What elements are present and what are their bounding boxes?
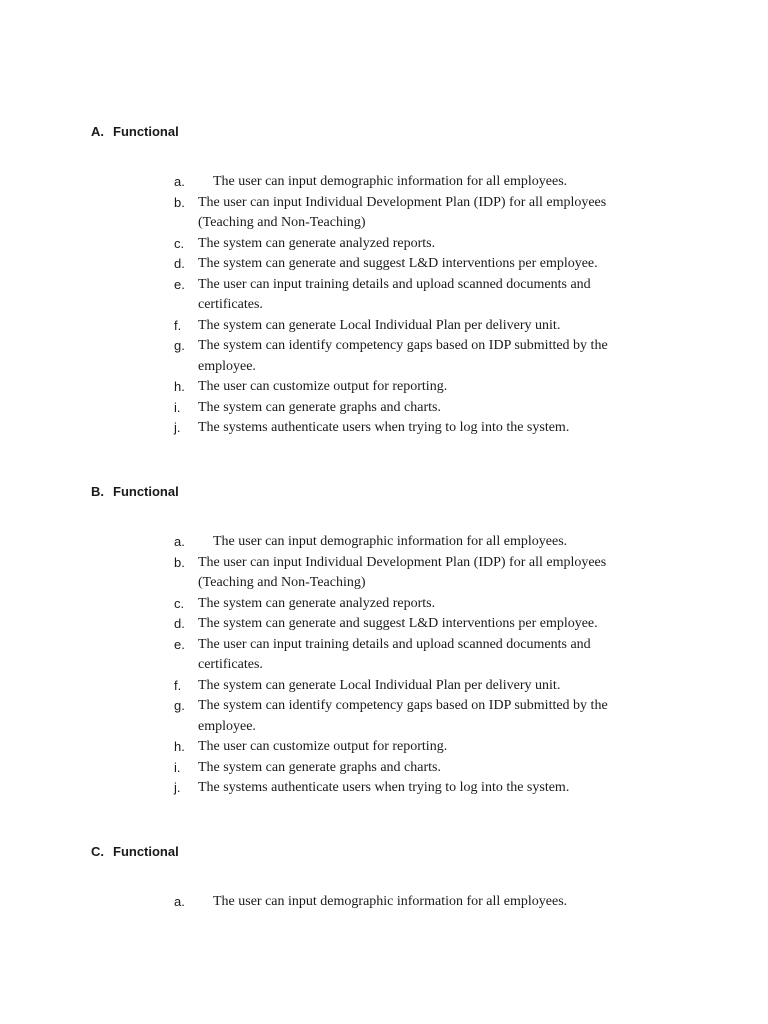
list-item: [0, 758, 768, 779]
list-item: [0, 398, 768, 419]
list-item-text: The system can identify competency gaps based on IDP submitted by the employee.: [198, 698, 608, 734]
section-letter: A.: [91, 124, 104, 139]
list-marker: a.: [174, 174, 185, 189]
section-letter: B.: [91, 484, 104, 499]
list-item: [0, 336, 768, 377]
list-marker: a.: [174, 534, 185, 549]
list-marker: b.: [174, 194, 185, 210]
section-letter: C.: [91, 844, 104, 859]
list-item-text: The system can generate analyzed reports.: [198, 235, 436, 251]
list-marker: j.: [174, 420, 181, 435]
list-marker: e.: [174, 276, 185, 292]
list-item-text: The user can input training details and upload scanned documents and certificates.: [198, 636, 591, 672]
list-item-text: The user can customize output for reporting.: [198, 739, 448, 754]
list-item-text: The systems authenticate users when trying to log into the system.: [198, 780, 570, 795]
section-heading: [91, 844, 179, 860]
list-item: [0, 778, 768, 799]
list-marker: b.: [174, 554, 185, 570]
list-item-text: The user can input training details and upload scanned documents and certificates.: [198, 276, 591, 312]
list-marker: e.: [174, 636, 185, 652]
list-item: [0, 193, 768, 234]
list-item: [0, 696, 768, 737]
list-item: [0, 737, 768, 758]
list-item-text: The user can customize output for reporting.: [198, 379, 448, 394]
list-item: [0, 172, 768, 193]
list-marker: i.: [174, 759, 181, 775]
list-item-text: The system can generate and suggest L&D interventions per employee.: [198, 256, 598, 271]
section-heading: [91, 484, 179, 500]
list-item: [0, 275, 768, 316]
list-marker: c.: [174, 595, 185, 611]
list-marker: g.: [174, 698, 185, 713]
list-item-text: The system can generate Local Individual Plan per delivery unit.: [198, 677, 561, 693]
list-marker: j.: [174, 780, 181, 795]
list-item: [0, 892, 768, 913]
list-item-text: The user can input Individual Development Plan (IDP) for all employees (Teaching and Non-Teaching): [198, 554, 607, 590]
section-title: Functional: [113, 484, 179, 499]
list-item-text: The system can generate graphs and charts.: [198, 759, 441, 775]
section-title: Functional: [113, 844, 179, 859]
list-marker: a.: [174, 894, 185, 909]
list-marker: d.: [174, 616, 185, 631]
list-item: [0, 254, 768, 275]
list-item: [0, 614, 768, 635]
list-item: [0, 418, 768, 439]
list-marker: d.: [174, 256, 185, 271]
list-marker: i.: [174, 399, 181, 415]
list-marker: c.: [174, 235, 185, 251]
list-item-text: The system can generate and suggest L&D interventions per employee.: [198, 616, 598, 631]
section-title: Functional: [113, 124, 179, 139]
requirements-list: [0, 532, 768, 799]
requirements-list: [0, 892, 768, 913]
list-item: [0, 676, 768, 697]
list-item: [0, 594, 768, 615]
list-marker: h.: [174, 739, 185, 754]
list-item-text: The user can input demographic information for all employees.: [213, 534, 568, 549]
list-item: [0, 553, 768, 594]
list-item-text: The user can input Individual Development Plan (IDP) for all employees (Teaching and Non-Teaching): [198, 194, 607, 230]
list-item-text: The user can input demographic information for all employees.: [213, 174, 568, 189]
list-item: [0, 316, 768, 337]
list-item-text: The system can identify competency gaps based on IDP submitted by the employee.: [198, 338, 608, 374]
section-heading: [91, 124, 179, 140]
list-item-text: The system can generate graphs and charts.: [198, 399, 441, 415]
list-item: [0, 234, 768, 255]
list-marker: f.: [174, 317, 182, 333]
list-marker: f.: [174, 677, 182, 693]
list-item-text: The system can generate Local Individual Plan per delivery unit.: [198, 317, 561, 333]
list-item-text: The system can generate analyzed reports.: [198, 595, 436, 611]
list-item: [0, 532, 768, 553]
list-item-text: The user can input demographic information for all employees.: [213, 894, 568, 909]
list-marker: g.: [174, 338, 185, 353]
list-item: [0, 377, 768, 398]
requirements-list: [0, 172, 768, 439]
list-item: [0, 635, 768, 676]
list-item-text: The systems authenticate users when trying to log into the system.: [198, 420, 570, 435]
list-marker: h.: [174, 379, 185, 394]
